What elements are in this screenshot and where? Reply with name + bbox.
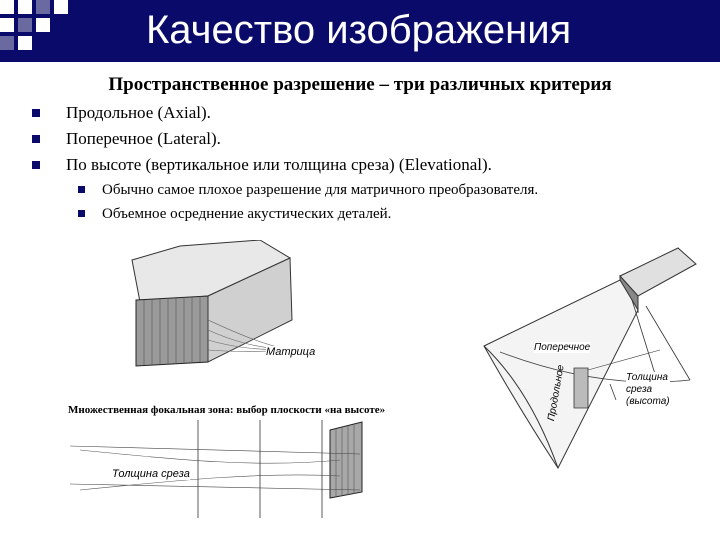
bullet-square-icon — [32, 109, 40, 117]
bullet-item — [30, 152, 492, 178]
bullet-square-icon — [78, 186, 85, 193]
bullet-item — [30, 100, 492, 126]
label-elevation-line: среза — [626, 384, 653, 395]
label-elevation-line: Толщина — [626, 372, 668, 383]
label-matrix: Матрица — [266, 346, 316, 358]
label-axial: Продольное — [546, 364, 567, 422]
label-elevation-line: (высота) — [626, 396, 670, 407]
label-lateral: Поперечное — [534, 342, 591, 353]
bullet-text: По высоте (вертикальное или толщина среза) (Elevational). — [66, 155, 492, 174]
label-elevation — [626, 372, 670, 408]
bullet-square-icon — [32, 135, 40, 143]
right-sector-drawing — [484, 248, 696, 468]
slide-title: Качество изображения — [146, 8, 572, 52]
sub-bullet-list — [78, 178, 538, 226]
bullet-list — [30, 100, 492, 178]
transducer-illustration — [60, 240, 720, 530]
figure-caption: Множественная фокальная зона: выбор плоскости «на высоте» — [68, 404, 386, 416]
label-slice-thickness: Толщина среза — [112, 468, 190, 480]
corner-squares-decoration — [0, 0, 80, 62]
bullet-item — [30, 126, 492, 152]
transducer-figure — [60, 240, 720, 530]
sub-bullet-text: Объемное осреднение акустических деталей. — [102, 206, 392, 222]
subheading: Пространственное разрешение – три различных критерия — [108, 74, 612, 95]
bullet-text: Продольное (Axial). — [66, 103, 211, 122]
bullet-square-icon — [32, 161, 40, 169]
bullet-square-icon — [78, 210, 85, 217]
sub-bullet-item — [78, 202, 538, 226]
sub-bullet-item — [78, 178, 538, 202]
bullet-text: Поперечное (Lateral). — [66, 129, 221, 148]
sub-bullet-text: Обычно самое плохое разрешение для матричного преобразователя. — [102, 182, 539, 198]
